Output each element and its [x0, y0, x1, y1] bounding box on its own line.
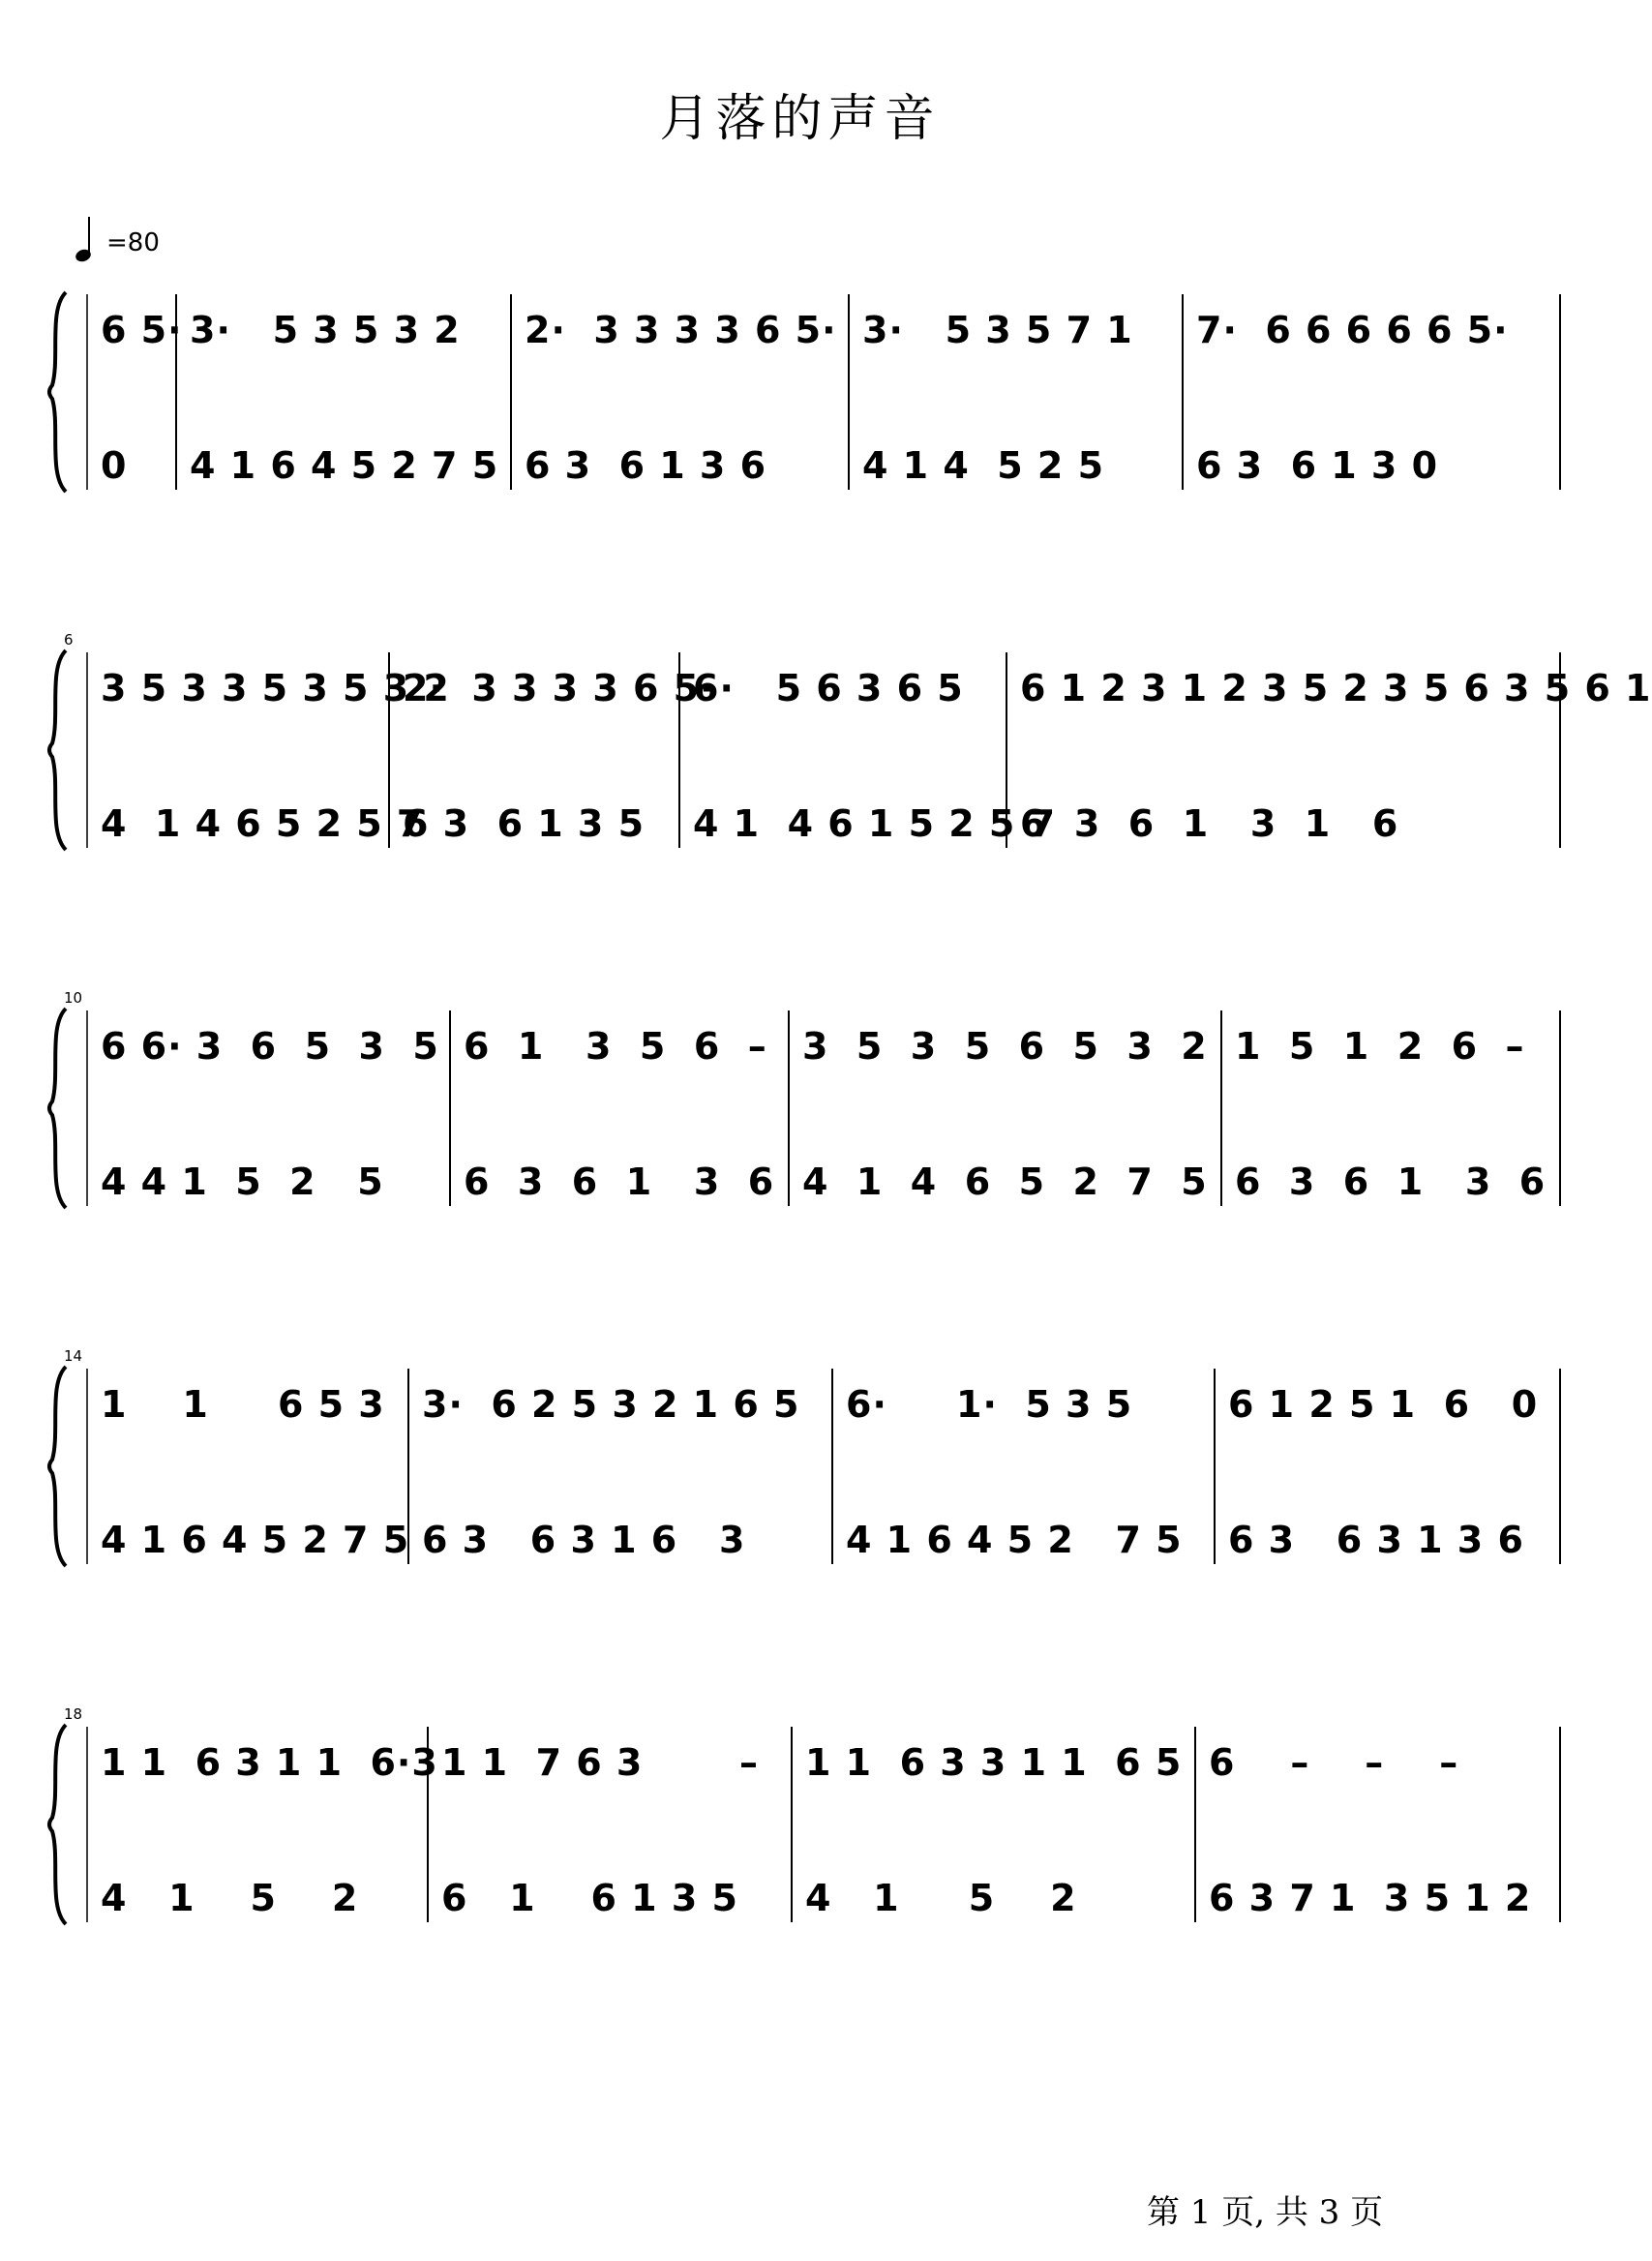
bass-measure-3: 6 3 6 1 3 6 — [525, 444, 767, 487]
treble-measure-4: 1 5 1 2 6 – — [1235, 1025, 1525, 1068]
treble-measure-1: 1 1 6 3 1 1 6·3 — [101, 1741, 438, 1784]
treble-measure-3: 6· 1· 5 3 5 — [846, 1383, 1133, 1426]
brace-icon — [49, 1009, 66, 1208]
bass-measure-4: 6 3 6 1 3 1 6 — [1020, 802, 1399, 845]
system-3 — [0, 989, 1600, 1220]
treble-measure-5: 7· 6 6 6 6 6 5· — [1196, 309, 1509, 351]
tempo-marking: =80 — [106, 228, 160, 257]
treble-measure-3: 2· 3 3 3 3 6 5· — [525, 309, 837, 351]
bass-measure-1: 4 1 5 2 — [101, 1877, 359, 1919]
measure-number: 14 — [64, 1347, 83, 1365]
bass-measure-4: 6 3 6 1 3 6 — [1235, 1161, 1547, 1203]
brace-icon — [49, 1725, 66, 1924]
bass-measure-4: 4 1 4 5 2 5 — [862, 444, 1105, 487]
treble-measure-3: 3 5 3 5 6 5 3 2 — [802, 1025, 1208, 1068]
treble-measure-3: 1 1 6 3 3 1 1 6 5 — [805, 1741, 1183, 1784]
treble-measure-2: 6 1 3 5 6 – — [464, 1025, 767, 1068]
system-2 — [0, 631, 1652, 861]
bass-measure-2: 6 3 6 3 1 6 3 — [422, 1519, 746, 1561]
treble-measure-4: 3· 5 3 5 7 1 — [862, 309, 1133, 351]
bass-measure-3: 4 1 4 6 5 2 7 5 — [802, 1161, 1208, 1203]
measure-number: 10 — [64, 989, 83, 1007]
bass-measure-1: 4 4 1 5 2 5 — [101, 1161, 384, 1203]
bass-measure-3: 4 1 6 4 5 2 7 5 — [846, 1519, 1183, 1561]
bass-measure-1: 0 — [101, 444, 128, 487]
bass-measure-2: 6 1 6 1 3 5 — [441, 1877, 738, 1919]
treble-measure-1: 1 1 6 5 3 — [101, 1383, 385, 1426]
bass-measure-2: 6 3 6 1 3 6 — [464, 1161, 775, 1203]
brace-icon — [49, 1367, 66, 1566]
treble-measure-2: 1 1 7 6 3 – — [441, 1741, 759, 1784]
treble-measure-2: 3· 5 3 5 3 2 — [190, 309, 461, 351]
page-footer: 第 1 页, 共 3 页 — [1147, 2193, 1384, 2232]
system-5 — [0, 1705, 1600, 1936]
treble-measure-2: 3· 6 2 5 3 2 1 6 5 — [422, 1383, 800, 1426]
brace-icon — [49, 292, 66, 492]
system-1 — [0, 281, 1600, 503]
system-4 — [0, 1347, 1600, 1578]
quarter-note-icon — [74, 215, 97, 263]
treble-measure-4: 6 1 2 3 1 2 3 5 2 3 5 6 3 5 6 1 — [1020, 667, 1652, 709]
bass-measure-4: 6 3 7 1 3 5 1 2 — [1209, 1877, 1532, 1919]
bass-measure-3: 4 1 4 6 1 5 2 5 7 — [693, 802, 1057, 845]
treble-measure-2: 2· 3 3 3 3 6 5· — [403, 667, 715, 709]
bass-measure-2: 4 1 6 4 5 2 7 5 — [190, 444, 499, 487]
bass-measure-4: 6 3 6 3 1 3 6 — [1228, 1519, 1524, 1561]
bass-measure-1: 4 1 6 4 5 2 7 5 — [101, 1519, 410, 1561]
treble-measure-1: 6 5· — [101, 309, 183, 351]
score-title: 月落的声音 — [659, 90, 941, 148]
measure-number: 6 — [64, 631, 74, 648]
measure-number: 18 — [64, 1705, 83, 1723]
bass-measure-1: 4 1 4 6 5 2 5 7 — [101, 802, 424, 845]
bass-measure-5: 6 3 6 1 3 0 — [1196, 444, 1439, 487]
treble-measure-4: 6 1 2 5 1 6 0 — [1228, 1383, 1539, 1426]
bass-measure-3: 4 1 5 2 — [805, 1877, 1077, 1919]
brace-icon — [49, 650, 66, 850]
treble-measure-1: 3 5 3 3 5 3 5 3 2 — [101, 667, 450, 709]
bass-measure-2: 6 3 6 1 3 5 — [403, 802, 646, 845]
treble-measure-1: 6 6· 3 6 5 3 5 — [101, 1025, 439, 1068]
treble-measure-4: 6 – – – — [1209, 1741, 1459, 1784]
treble-measure-3: 6· 5 6 3 6 5 — [693, 667, 964, 709]
